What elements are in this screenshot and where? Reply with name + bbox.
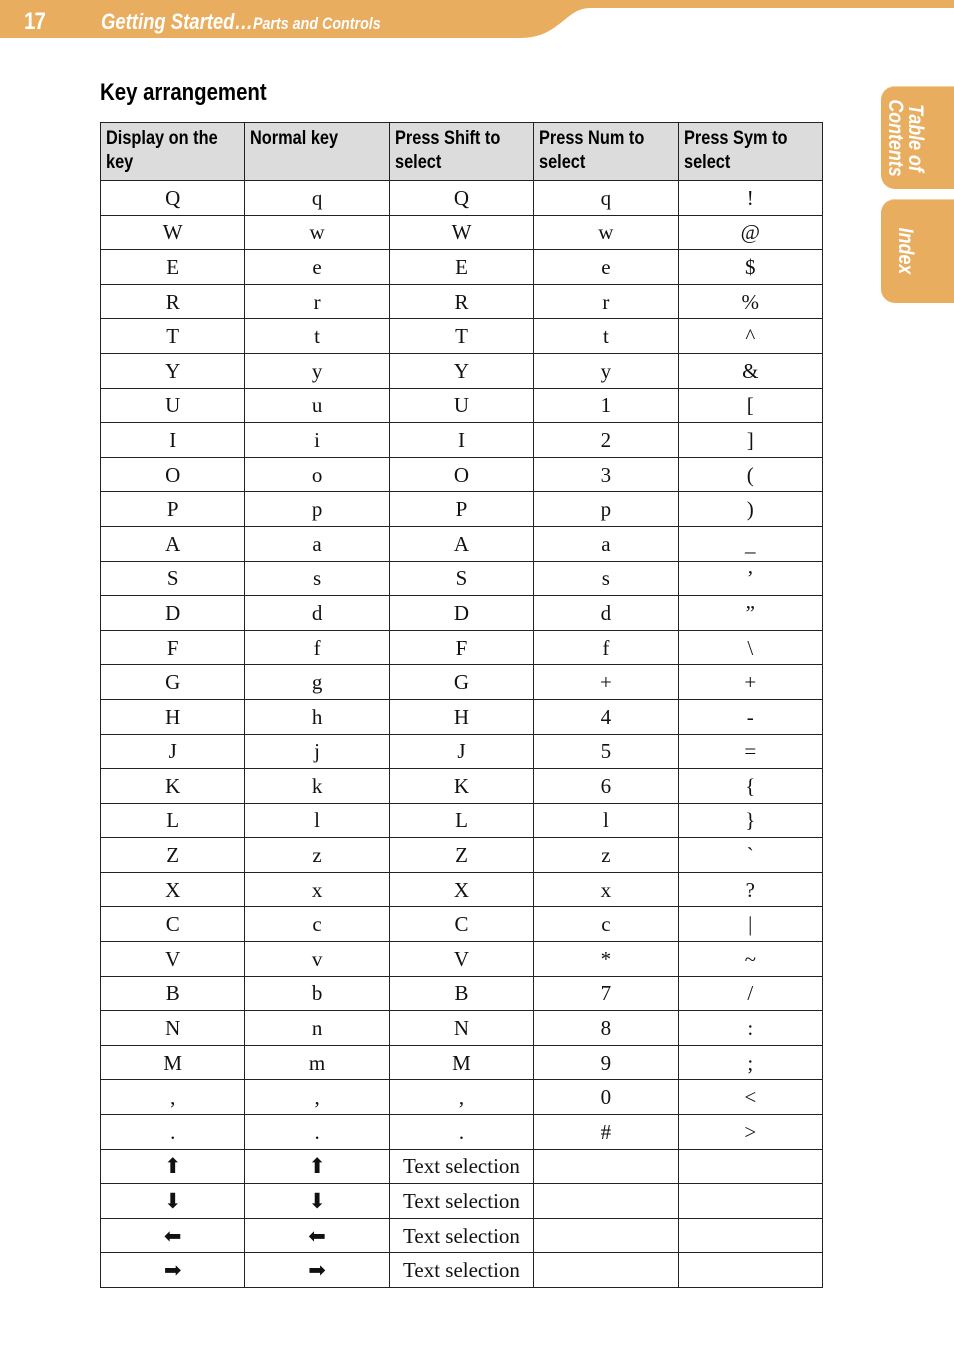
table-cell: a [534,526,678,561]
table-cell: , [101,1080,245,1115]
table-cell [534,1253,678,1288]
table-cell: c [534,907,678,942]
column-header-label: Press Shift to select [394,128,501,173]
table-row [101,1253,823,1288]
key-arrangement-table [100,122,823,1288]
table-cell: Text selection [389,1218,533,1253]
table-cell: g [245,665,389,700]
table-cell: A [389,526,533,561]
table-cell: 1 [534,388,678,423]
table-cell: ⬅ [245,1218,389,1253]
table-cell: & [678,353,822,388]
table-cell: R [389,284,533,319]
column-header-label: Display on the key [106,128,218,173]
table-cell: F [101,630,245,665]
table-cell: r [534,284,678,319]
table-cell: I [389,423,533,458]
index-tab-label: Index [894,227,917,275]
table-cell: k [245,769,389,804]
table-cell: X [101,872,245,907]
table-row [101,1184,823,1219]
table-cell: w [245,215,389,250]
table-cell: U [101,388,245,423]
table-cell: z [245,838,389,873]
table-cell: 2 [534,423,678,458]
table-cell: Y [389,353,533,388]
table-cell: 4 [534,699,678,734]
table-cell: : [678,1011,822,1046]
header-title-sub: Parts and Controls [252,14,381,33]
table-row [101,838,823,873]
table-cell: i [245,423,389,458]
table-cell: ` [678,838,822,873]
table-cell: . [245,1115,389,1150]
table-cell: V [389,942,533,977]
table-cell: o [245,457,389,492]
table-cell: > [678,1115,822,1150]
column-header [534,123,678,181]
table-cell: I [101,423,245,458]
table-cell: y [534,353,678,388]
table-row [101,1011,823,1046]
table-row [101,353,823,388]
table-row [101,250,823,285]
table-cell: B [101,976,245,1011]
table-cell: ⬆ [101,1149,245,1184]
table-cell: J [389,734,533,769]
page-number: 17 [24,8,45,35]
table-cell: | [678,907,822,942]
table-cell: ➡ [245,1253,389,1288]
column-header-label: Press Num to select [539,128,645,173]
table-cell: Text selection [389,1184,533,1219]
table-cell: ⬇ [101,1184,245,1219]
table-row [101,596,823,631]
table-cell: ? [678,872,822,907]
table-cell: Z [389,838,533,873]
table-cell: p [534,492,678,527]
table-row [101,942,823,977]
table-cell: 6 [534,769,678,804]
table-body [101,181,823,1288]
table-cell: S [101,561,245,596]
table-row [101,1218,823,1253]
table-cell: B [389,976,533,1011]
header-title-main: Getting Started… [101,9,253,34]
table-cell: $ [678,250,822,285]
table-cell: t [245,319,389,354]
table-cell: j [245,734,389,769]
table-cell: q [534,181,678,216]
column-header-label: Normal key [250,128,339,149]
index-tab[interactable] [881,199,954,303]
table-cell: 9 [534,1045,678,1080]
table-cell [678,1184,822,1219]
table-cell: 7 [534,976,678,1011]
table-cell: } [678,803,822,838]
table-cell: % [678,284,822,319]
table-cell: C [389,907,533,942]
table-cell: m [245,1045,389,1080]
table-cell: 5 [534,734,678,769]
table-cell: x [245,872,389,907]
table-cell: f [245,630,389,665]
table-cell: . [101,1115,245,1150]
table-cell: l [534,803,678,838]
table-cell: T [101,319,245,354]
table-cell: p [245,492,389,527]
table-cell: Q [101,181,245,216]
table-cell: = [678,734,822,769]
table-cell [534,1218,678,1253]
column-header [245,123,389,181]
table-cell: ( [678,457,822,492]
table-cell: s [245,561,389,596]
table-cell: H [389,699,533,734]
table-cell: @ [678,215,822,250]
table-row [101,907,823,942]
table-cell: X [389,872,533,907]
table-cell [678,1253,822,1288]
table-cell: e [534,250,678,285]
table-cell: N [101,1011,245,1046]
table-of-contents-tab-label: Table of Contents [884,98,927,177]
column-header [389,123,533,181]
table-cell: K [389,769,533,804]
table-cell: e [245,250,389,285]
table-cell: y [245,353,389,388]
table-cell: n [245,1011,389,1046]
table-cell: Text selection [389,1253,533,1288]
table-cell: ~ [678,942,822,977]
table-row [101,388,823,423]
table-cell: M [389,1045,533,1080]
table-cell: f [534,630,678,665]
table-cell: E [389,250,533,285]
header-band [0,0,954,40]
table-row [101,734,823,769]
table-cell: W [389,215,533,250]
table-cell: w [534,215,678,250]
column-header [101,123,245,181]
table-cell: { [678,769,822,804]
table-cell: D [101,596,245,631]
table-cell: d [534,596,678,631]
table-cell: S [389,561,533,596]
table-cell: P [101,492,245,527]
table-row [101,665,823,700]
table-cell: r [245,284,389,319]
table-cell: d [245,596,389,631]
table-cell: O [389,457,533,492]
table-cell: . [389,1115,533,1150]
table-row [101,1149,823,1184]
table-cell: F [389,630,533,665]
table-cell: # [534,1115,678,1150]
table-cell: L [389,803,533,838]
table-cell: h [245,699,389,734]
table-of-contents-tab[interactable] [881,86,954,189]
table-cell: U [389,388,533,423]
table-cell: b [245,976,389,1011]
table-cell: ’ [678,561,822,596]
table-cell [678,1218,822,1253]
table-row [101,769,823,804]
table-row [101,423,823,458]
table-row [101,319,823,354]
table-cell: \ [678,630,822,665]
table-cell: K [101,769,245,804]
table-cell: , [389,1080,533,1115]
table-cell: P [389,492,533,527]
table-row [101,284,823,319]
table-cell: [ [678,388,822,423]
table-cell: H [101,699,245,734]
table-cell: ] [678,423,822,458]
table-cell: C [101,907,245,942]
table-cell: ; [678,1045,822,1080]
table-cell: ⬆ [245,1149,389,1184]
table-row [101,803,823,838]
table-cell: O [101,457,245,492]
table-row [101,699,823,734]
table-row [101,181,823,216]
table-row [101,526,823,561]
section-heading: Key arrangement [100,79,267,106]
column-header [678,123,822,181]
table-cell: x [534,872,678,907]
table-cell: J [101,734,245,769]
table-cell: L [101,803,245,838]
table-cell: ⬅ [101,1218,245,1253]
table-cell: ⬇ [245,1184,389,1219]
table-cell: Text selection [389,1149,533,1184]
table-cell: N [389,1011,533,1046]
table-cell [534,1184,678,1219]
table-row [101,215,823,250]
table-cell: W [101,215,245,250]
table-cell [534,1149,678,1184]
table-cell: G [101,665,245,700]
table-cell: < [678,1080,822,1115]
table-cell: q [245,181,389,216]
table-cell: u [245,388,389,423]
table-cell: v [245,942,389,977]
table-row [101,492,823,527]
table-cell: Z [101,838,245,873]
table-cell: D [389,596,533,631]
table-cell: , [245,1080,389,1115]
table-row [101,976,823,1011]
table-cell: t [534,319,678,354]
header-title [101,9,381,35]
table-cell: ^ [678,319,822,354]
table-cell: G [389,665,533,700]
table-row [101,561,823,596]
table-row [101,872,823,907]
table-cell: l [245,803,389,838]
table-cell [678,1149,822,1184]
table-row [101,1045,823,1080]
table-cell: _ [678,526,822,561]
table-header-row [101,123,823,181]
table-row [101,1115,823,1150]
table-cell: A [101,526,245,561]
table-cell: Y [101,353,245,388]
table-cell: / [678,976,822,1011]
table-cell: V [101,942,245,977]
table-cell: - [678,699,822,734]
table-cell: Q [389,181,533,216]
table-row [101,1080,823,1115]
table-row [101,630,823,665]
table-cell: * [534,942,678,977]
table-row [101,457,823,492]
table-cell: T [389,319,533,354]
table-cell: ➡ [101,1253,245,1288]
table-cell: ! [678,181,822,216]
table-cell: + [678,665,822,700]
table-cell: ” [678,596,822,631]
table-cell: z [534,838,678,873]
table-cell: R [101,284,245,319]
table-cell: ) [678,492,822,527]
table-cell: 3 [534,457,678,492]
table-cell: c [245,907,389,942]
table-cell: a [245,526,389,561]
table-cell: M [101,1045,245,1080]
table-cell: 8 [534,1011,678,1046]
column-header-label: Press Sym to select [683,128,788,173]
table-cell: 0 [534,1080,678,1115]
table-cell: + [534,665,678,700]
table-cell: E [101,250,245,285]
table-cell: s [534,561,678,596]
